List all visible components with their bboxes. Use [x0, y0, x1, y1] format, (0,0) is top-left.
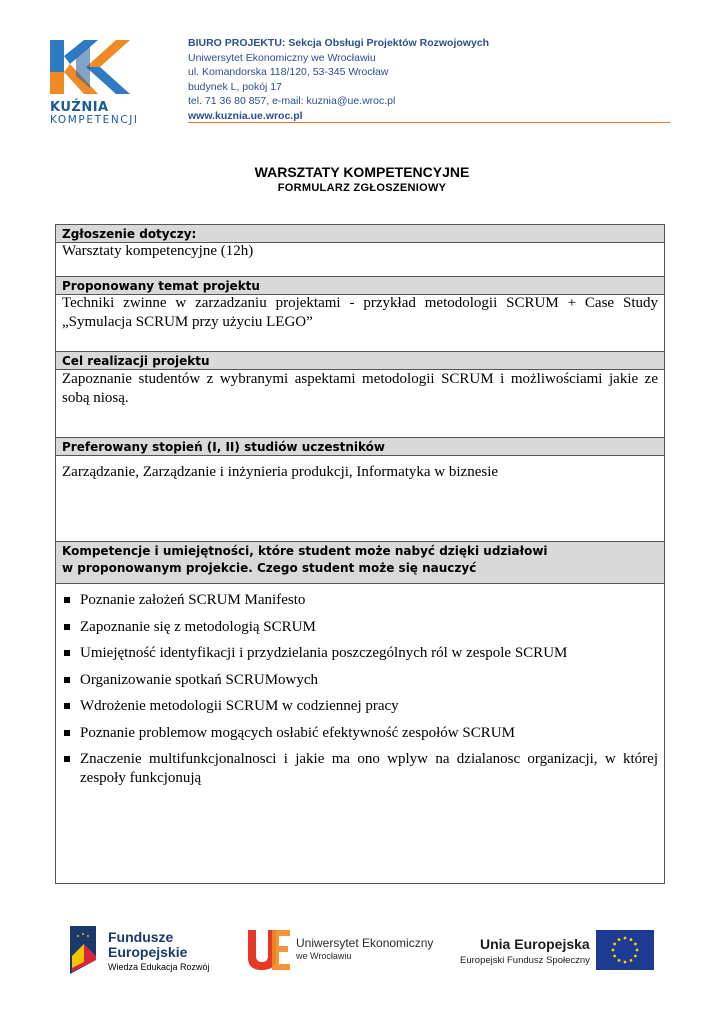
section-header-topic: Proponowany temat projektu: [56, 276, 664, 295]
competency-item: [64, 591, 658, 610]
document-title: WARSZTATY KOMPETENCYJNE: [254, 164, 470, 180]
section-header-goal: Cel realizacji projektu: [56, 351, 664, 370]
fe-logo-line1: Fundusze: [108, 929, 174, 945]
eu-star-icon: [636, 949, 639, 952]
logo-text-kompetencji: KOMPETENCJI: [50, 114, 139, 126]
competency-item-text: Organizowanie spotkań SCRUMowych: [80, 671, 319, 688]
competency-item-text: Zapoznanie się z metodologią SCRUM: [80, 618, 316, 635]
eu-star-icon: [630, 938, 633, 941]
eu-flag-icon: [596, 930, 654, 970]
document-subtitle: FORMULARZ ZGŁOSZENIOWY: [277, 182, 447, 194]
competency-item: [64, 618, 658, 637]
bullet-square-icon: [64, 624, 70, 630]
bullet-square-icon: [64, 703, 70, 709]
contact-info: tel. 71 36 80 857, e-mail: kuznia@ue.wroc.pl: [188, 95, 396, 108]
section-value-topic: Techniki zwinne w zarzadzaniu projektami - przykład metodologii SCRUM + Case Study „Symulacja SCRUM przy użyciu LEGO”: [62, 295, 658, 330]
eu-star-icon: [618, 959, 621, 962]
competency-item: [64, 644, 658, 663]
eu-star-icon: [624, 961, 627, 964]
eu-star-icon: [630, 959, 633, 962]
eu-star-icon: [613, 955, 616, 958]
eu-star-icon: [618, 938, 621, 941]
project-office-info: [188, 36, 489, 124]
section-header-application: Zgłoszenie dotyczy:: [56, 225, 664, 243]
eu-star-icon: [624, 937, 627, 940]
bullet-square-icon: [64, 650, 70, 656]
university-logo: [246, 928, 292, 972]
competency-item: [64, 671, 658, 690]
bullet-square-icon: [64, 730, 70, 736]
competency-item: [64, 724, 658, 743]
website-link[interactable]: www.kuznia.ue.wroc.pl: [188, 109, 303, 122]
eu-star-icon: [634, 955, 637, 958]
office-name: BIURO PROJEKTU: Sekcja Obsługi Projektów Rozwojowych: [188, 37, 490, 49]
section-header-study-level: Preferowany stopień (I, II) studiów uczestników: [56, 437, 664, 456]
competency-item: [64, 750, 658, 788]
bullet-square-icon: [64, 677, 70, 683]
university-name: Uniwersytet Ekonomiczny we Wrocławiu: [188, 51, 376, 64]
competencies-header-line1: Kompetencje i umiejętności, które student może nabyć dzięki udziałowi: [62, 544, 548, 558]
street-address: ul. Komandorska 118/120, 53-345 Wrocław: [188, 66, 389, 79]
competency-item-text: Znaczenie multifunkcjonalnosci i jakie ma ono wplyw na dzialanosc organizacji, w której zespoły funkcjonują: [80, 751, 658, 786]
eu-star-icon: [634, 943, 637, 946]
eu-logo-title: Unia Europejska: [480, 936, 590, 952]
section-value-study-level: Zarządzanie, Zarządzanie i inżynieria produkcji, Informatyka w biznesie: [62, 464, 499, 480]
application-form: [55, 224, 665, 884]
bullet-square-icon: [64, 756, 70, 762]
building-room: budynek L, pokój 17: [188, 80, 282, 93]
competencies-header-line2: w proponowanym projekcie. Czego student może się nauczyć: [62, 561, 477, 575]
competencies-list-wrapper: [56, 591, 664, 796]
section-value-application: Warsztaty kompetencyjne (12h): [62, 243, 254, 259]
university-logo-city: we Wrocławiu: [296, 951, 352, 961]
competency-item: [64, 697, 658, 716]
fe-logo-line2: Europejskie: [108, 944, 188, 960]
section-value-goal: Zapoznanie studentów z wybranymi aspektami metodologii SCRUM i możliwościami jakie ze sobą niosą.: [62, 371, 658, 406]
competency-item-text: Poznanie założeń SCRUM Manifesto: [80, 592, 306, 608]
competency-item-text: Umiejętność identyfikacji i przydzielania poszczególnych ról w zespole SCRUM: [80, 645, 568, 661]
bullet-square-icon: [64, 597, 70, 603]
logo-text-kuznia: KUŹNIA: [50, 100, 109, 115]
european-funds-logo: [70, 926, 100, 974]
competency-item-text: Wdrożenie metodologii SCRUM w codziennej pracy: [80, 698, 399, 714]
university-logo-name: Uniwersytet Ekonomiczny: [296, 936, 434, 950]
eu-star-icon: [612, 949, 615, 952]
header-divider: [188, 122, 670, 123]
competencies-list: [64, 591, 658, 788]
eu-star-icon: [613, 943, 616, 946]
competency-item-text: Poznanie problemow mogących osłabić efektywność zespołów SCRUM: [80, 724, 515, 741]
fe-logo-line3: Wiedza Edukacja Rozwój: [108, 962, 210, 972]
eu-logo-subtitle: Europejski Fundusz Społeczny: [460, 955, 590, 966]
section-header-competencies: [56, 541, 664, 584]
